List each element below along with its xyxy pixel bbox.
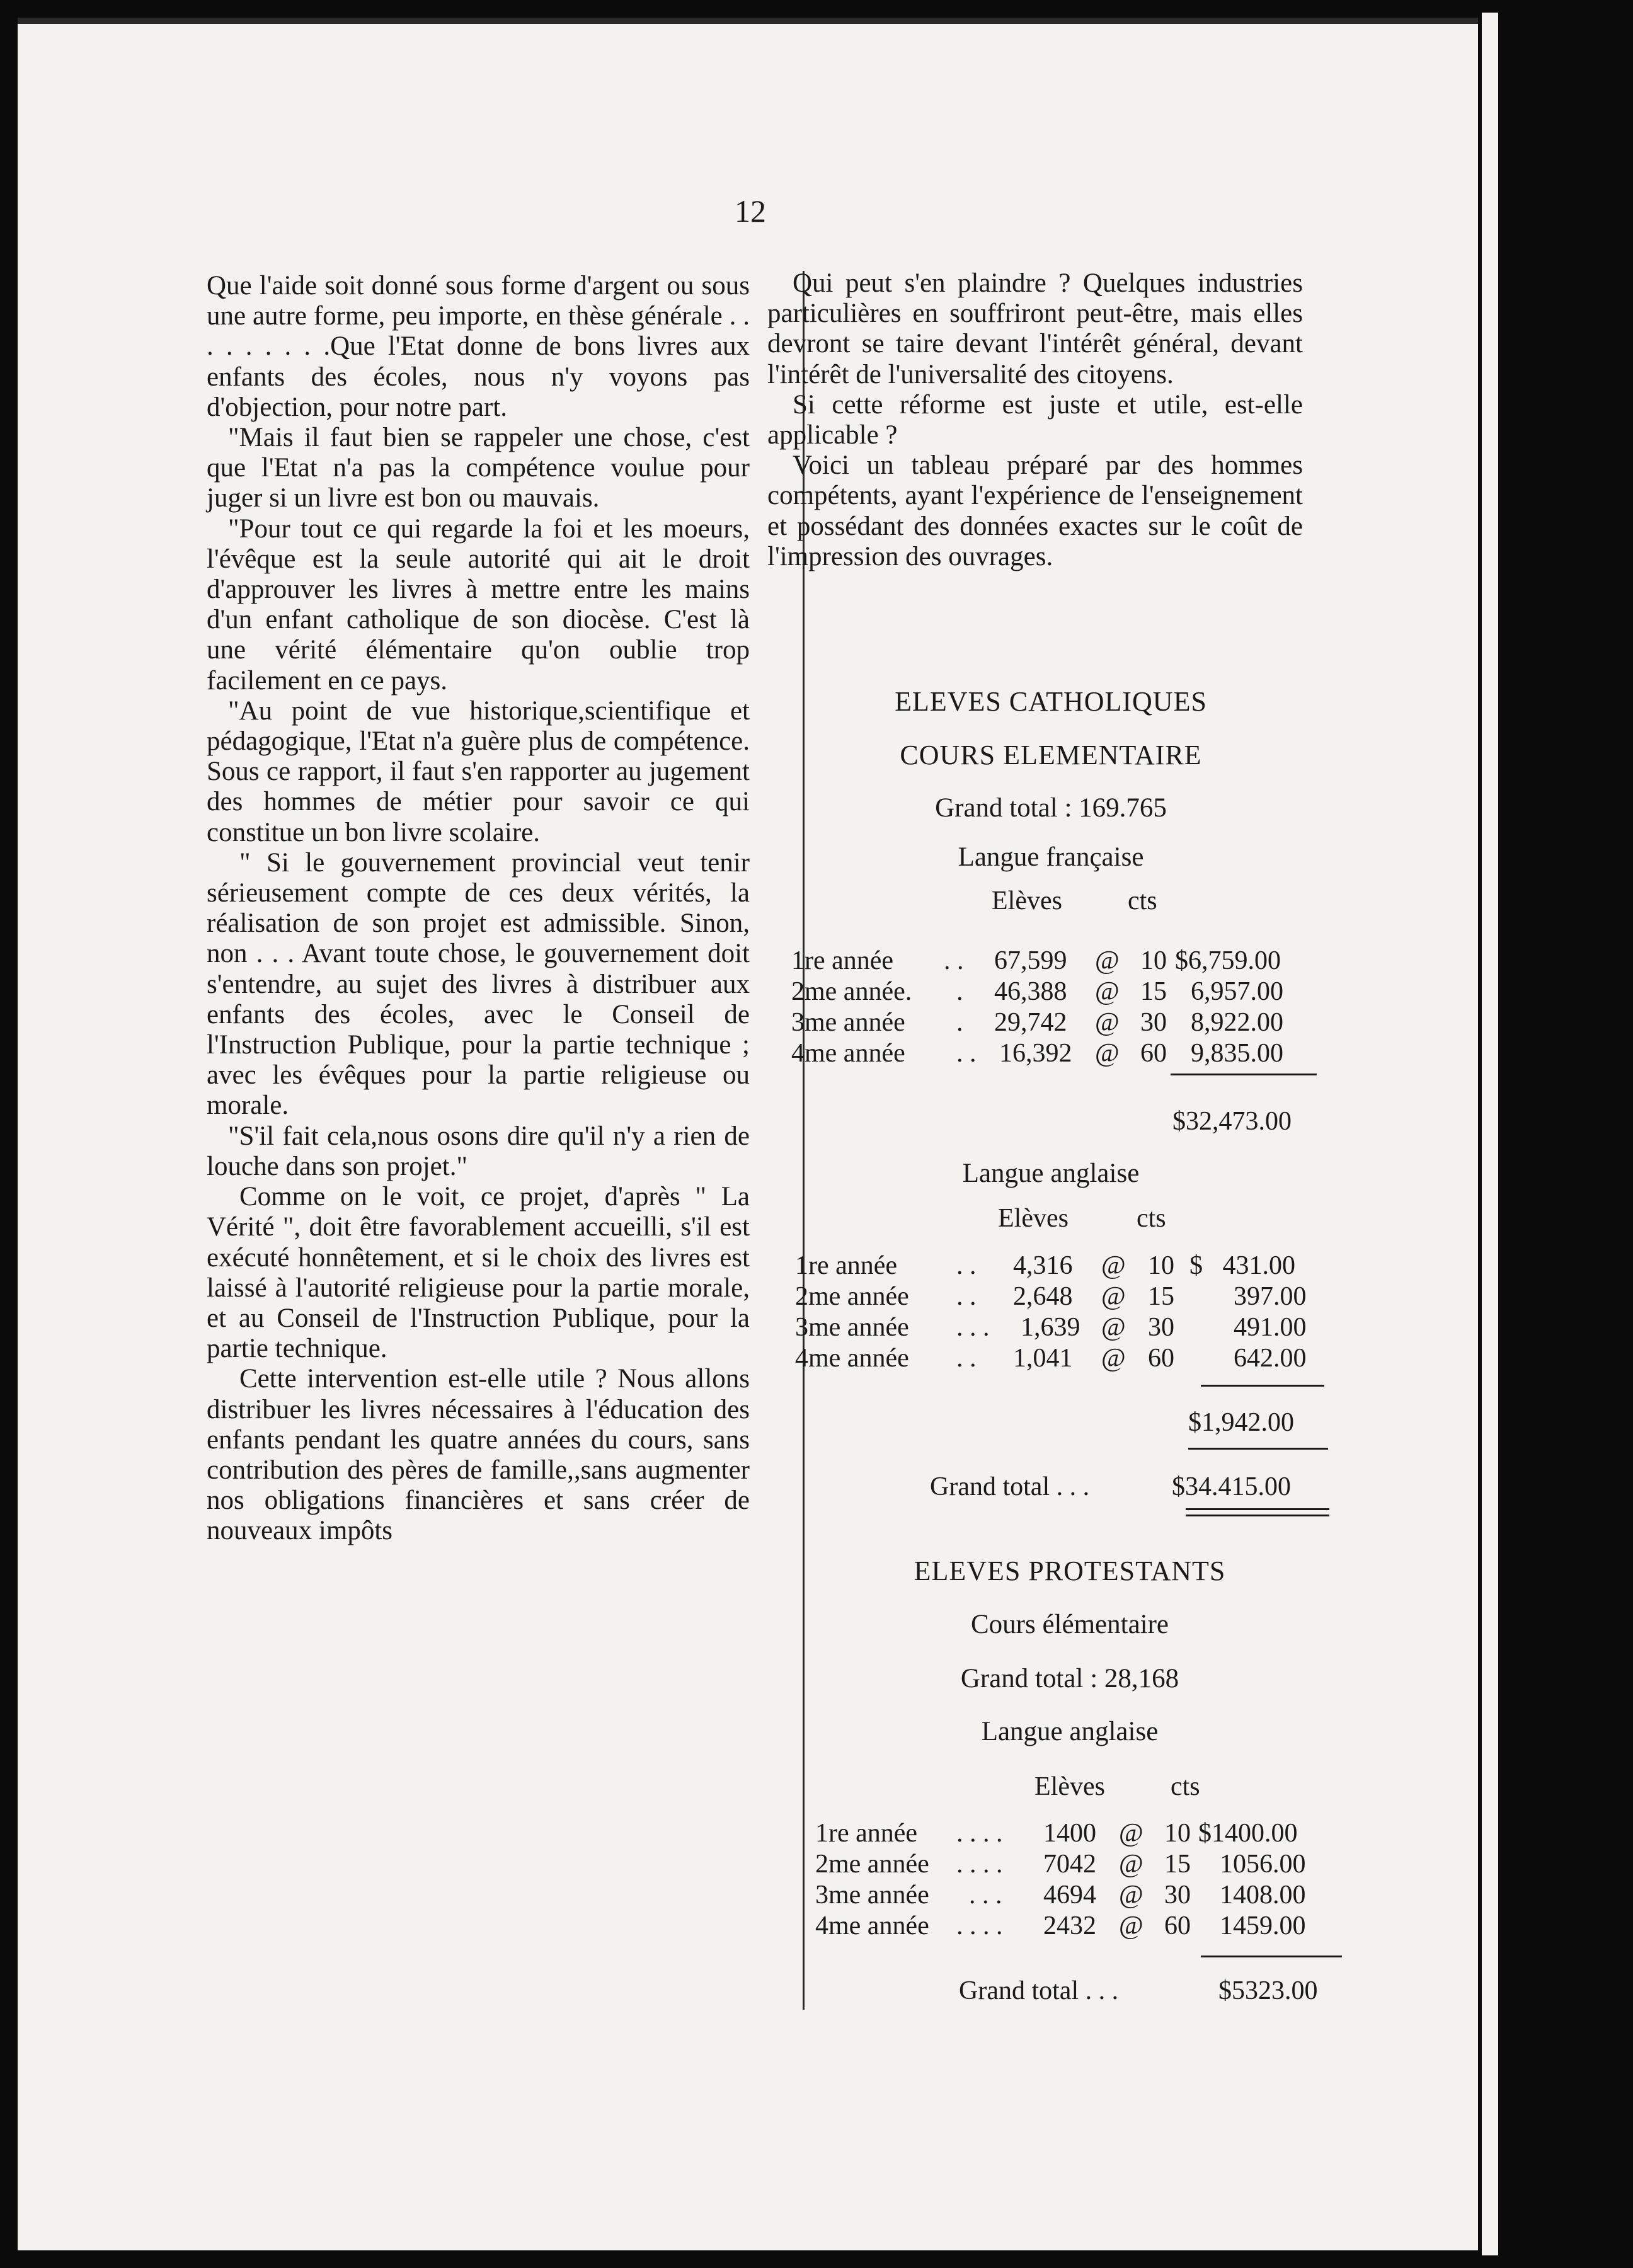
page-number: 12 [735, 193, 766, 229]
year-cell: 1re année [815, 1819, 918, 1848]
dots-cell: . . [956, 1282, 977, 1311]
at-cell: @ [1119, 1819, 1143, 1848]
students-cell: 46,388 [994, 977, 1067, 1006]
table-row [767, 1038, 1334, 1068]
grand-total-label: Grand total . . . [930, 1472, 1090, 1501]
table-row [786, 1849, 1353, 1879]
paragraph: " Si le gouvernement provincial veut tenir sérieusement compte de ces deux vérités, la réalisation de son projet est admissible. Sinon, non . . . Avant toute chose, le gouvernement doit s'entendre, au sujet des livres à distribuer aux enfants des écoles, avec le Conseil de l'Instruction Publique, pour la partie technique ; avec les évêques pour la partie religieuse ou morale. [207, 847, 750, 1121]
cts-cell: 15 [1140, 977, 1167, 1006]
students-cell: 2,648 [1013, 1282, 1073, 1311]
cts-cell: 15 [1164, 1850, 1191, 1879]
column-header-eleves: Elèves [992, 886, 1062, 915]
paragraph: "Pour tout ce qui regarde la foi et les moeurs, l'évêque est la seule autorité qui ait le droit d'approuver les livres à mettre entre les mains d'un enfant catholique de son diocèse. C'est là une vérité élémentaire qu'on oublie trop facilement en ce pays. [207, 513, 750, 696]
year-cell: 1re année [795, 1251, 898, 1280]
amount-cell: 642.00 [1234, 1344, 1307, 1373]
grand-total-value: $5323.00 [1218, 1976, 1318, 2005]
subtotal-rule [1171, 1074, 1317, 1075]
dots-cell: . [956, 977, 963, 1006]
grand-total-value: $34.415.00 [1172, 1472, 1291, 1501]
at-cell: @ [1101, 1344, 1126, 1373]
section-heading: ELEVES PROTESTANTS [914, 1555, 1226, 1586]
year-cell: 2me année [795, 1282, 909, 1311]
year-cell: 3me année [795, 1313, 909, 1342]
students-cell: 2432 [1043, 1911, 1096, 1940]
at-cell: @ [1119, 1850, 1143, 1879]
adjacent-page-edge [1482, 13, 1498, 2255]
dots-cell: . . . . [956, 1819, 1003, 1848]
total-rule [1201, 1956, 1342, 1957]
document-page [18, 18, 1478, 2250]
dots-cell: . . [956, 1039, 977, 1068]
left-column [207, 271, 750, 1547]
table-title: Langue anglaise [962, 1159, 1140, 1188]
table-row [767, 1251, 1334, 1281]
table-row [767, 946, 1334, 976]
subtotal: $1,942.00 [1188, 1408, 1294, 1437]
amount-cell: 1056.00 [1220, 1850, 1306, 1879]
amount-cell: $1400.00 [1198, 1819, 1298, 1848]
subtotal: $32,473.00 [1172, 1107, 1292, 1136]
year-cell: 4me année [791, 1039, 905, 1068]
year-cell: 3me année [815, 1881, 929, 1910]
amount-cell: $6,759.00 [1175, 946, 1281, 975]
students-cell: 1,639 [1021, 1313, 1080, 1342]
students-cell: 4694 [1043, 1881, 1096, 1910]
paragraph: Qui peut s'en plaindre ? Quelques industries particulières en souffriront peut-être, mais elles devront se taire devant l'intérêt général, devant l'intérêt de l'universalité des citoyens. [767, 268, 1303, 389]
at-cell: @ [1101, 1282, 1126, 1311]
at-cell: @ [1095, 977, 1120, 1006]
section-subheading: COURS ELEMENTAIRE [900, 740, 1202, 770]
students-cell: 7042 [1043, 1850, 1096, 1879]
at-cell: @ [1101, 1251, 1126, 1280]
cts-cell: 10 [1140, 946, 1167, 975]
paragraph: "Mais il faut bien se rappeler une chose, c'est que l'Etat n'a pas la compétence voulue pour juger si un livre est bon ou mauvais. [207, 423, 750, 513]
paragraph: Voici un tableau préparé par des hommes compétents, ayant l'expérience de l'enseignement et possédant des données exactes sur le coût de l'impression des ouvrages. [767, 450, 1303, 571]
at-cell: @ [1095, 946, 1120, 975]
section-heading: ELEVES CATHOLIQUES [895, 686, 1207, 717]
students-cell: 1400 [1043, 1819, 1096, 1848]
dots-cell: . . [956, 1344, 977, 1373]
dots-cell: . . . . [956, 1911, 1003, 1940]
table-title: Langue française [958, 842, 1144, 872]
grand-total-line: Grand total : 28,168 [960, 1664, 1179, 1693]
at-cell: @ [1119, 1911, 1143, 1940]
right-column-text [767, 268, 1303, 572]
year-cell: 4me année [815, 1911, 929, 1940]
cts-cell: 60 [1148, 1344, 1174, 1373]
year-cell: 4me année [795, 1344, 909, 1373]
students-cell: 16,392 [999, 1039, 1072, 1068]
students-cell: 1,041 [1013, 1344, 1073, 1373]
amount-cell: 6,957.00 [1191, 977, 1283, 1006]
column-header-eleves: Elèves [998, 1204, 1069, 1233]
cts-cell: 10 [1148, 1251, 1174, 1280]
table-row [767, 1343, 1334, 1373]
table-row [786, 1880, 1353, 1910]
paragraph: Si cette réforme est juste et utile, est-elle applicable ? [767, 389, 1303, 450]
year-cell: 2me année [815, 1850, 929, 1879]
table-row [786, 1911, 1353, 1941]
at-cell: @ [1095, 1008, 1120, 1037]
students-cell: 67,599 [994, 946, 1067, 975]
amount-cell: 9,835.00 [1191, 1039, 1283, 1068]
amount-cell: 397.00 [1234, 1282, 1307, 1311]
cts-cell: 60 [1164, 1911, 1191, 1940]
table-row [767, 1007, 1334, 1038]
year-cell: 1re année [791, 946, 894, 975]
paragraph: Comme on le voit, ce projet, d'après " La Vérité ", doit être favorablement accueilli, s'il est exécuté honnêtement, et si le choix des livres est laissé à l'autorité religieuse pour la partie morale, et au Conseil de l'Instruction Publique, pour la partie technique. [207, 1182, 750, 1364]
table-row [767, 1312, 1334, 1343]
cts-cell: 30 [1140, 1008, 1167, 1037]
table-row [767, 976, 1334, 1007]
dots-cell: . . [956, 1251, 977, 1280]
cts-cell: 30 [1148, 1313, 1174, 1342]
amount-cell: 1459.00 [1220, 1911, 1306, 1940]
column-header-cts: cts [1171, 1772, 1200, 1801]
cts-cell: 60 [1140, 1039, 1167, 1068]
table-title: Langue anglaise [981, 1717, 1159, 1746]
cts-cell: 10 [1164, 1819, 1191, 1848]
table-row [786, 1818, 1353, 1848]
paragraph: Cette intervention est-elle utile ? Nous allons distribuer les livres nécessaires à l'éducation des enfants pendant les quatre années du cours, sans contribution des pères de famille,,sans augmenter nos obligations financières et sans créer de nouveaux impôts [207, 1364, 750, 1546]
column-header-eleves: Elèves [1034, 1772, 1105, 1801]
paragraph: Que l'aide soit donné sous forme d'argent ou sous une autre forme, peu importe, en thèse générale . . . . . . . . .Que l'Etat donne de bons livres aux enfants des écoles, nous n'y voyons pas d'objection, pour notre part. [207, 271, 750, 422]
total-rule [1188, 1448, 1328, 1450]
amount-cell: 8,922.00 [1191, 1008, 1283, 1037]
grand-total-line: Grand total : 169.765 [935, 793, 1167, 823]
at-cell: @ [1119, 1881, 1143, 1910]
dots-cell: . . [944, 946, 964, 975]
year-cell: 2me année. [791, 977, 912, 1006]
paragraph: "S'il fait cela,nous osons dire qu'il n'y a rien de louche dans son projet." [207, 1121, 750, 1181]
cts-cell: 30 [1164, 1881, 1191, 1910]
students-cell: 4,316 [1013, 1251, 1073, 1280]
dots-cell: . [956, 1008, 963, 1037]
total-rule-top [1186, 1508, 1329, 1510]
subtotal-rule [1201, 1385, 1324, 1387]
dots-cell: . . . [969, 1881, 1002, 1910]
amount-cell: $ 431.00 [1189, 1251, 1295, 1280]
at-cell: @ [1101, 1313, 1126, 1342]
students-cell: 29,742 [994, 1008, 1067, 1037]
section-subheading: Cours élémentaire [970, 1610, 1169, 1639]
table-row [767, 1281, 1334, 1312]
paragraph: "Au point de vue historique,scientifique et pédagogique, l'Etat n'a guère plus de compétence. Sous ce rapport, il faut s'en rapporter au jugement des hommes de métier pour savoir ce qui constitue un bon livre scolaire. [207, 696, 750, 847]
amount-cell: 1408.00 [1220, 1881, 1306, 1910]
at-cell: @ [1095, 1039, 1120, 1068]
dots-cell: . . . [956, 1313, 990, 1342]
column-header-cts: cts [1137, 1204, 1166, 1233]
total-rule-bottom [1186, 1515, 1329, 1516]
year-cell: 3me année [791, 1008, 905, 1037]
dots-cell: . . . . [956, 1850, 1003, 1879]
amount-cell: 491.00 [1234, 1313, 1307, 1342]
cts-cell: 15 [1148, 1282, 1174, 1311]
grand-total-label: Grand total . . . [959, 1976, 1119, 2005]
column-header-cts: cts [1128, 886, 1157, 915]
